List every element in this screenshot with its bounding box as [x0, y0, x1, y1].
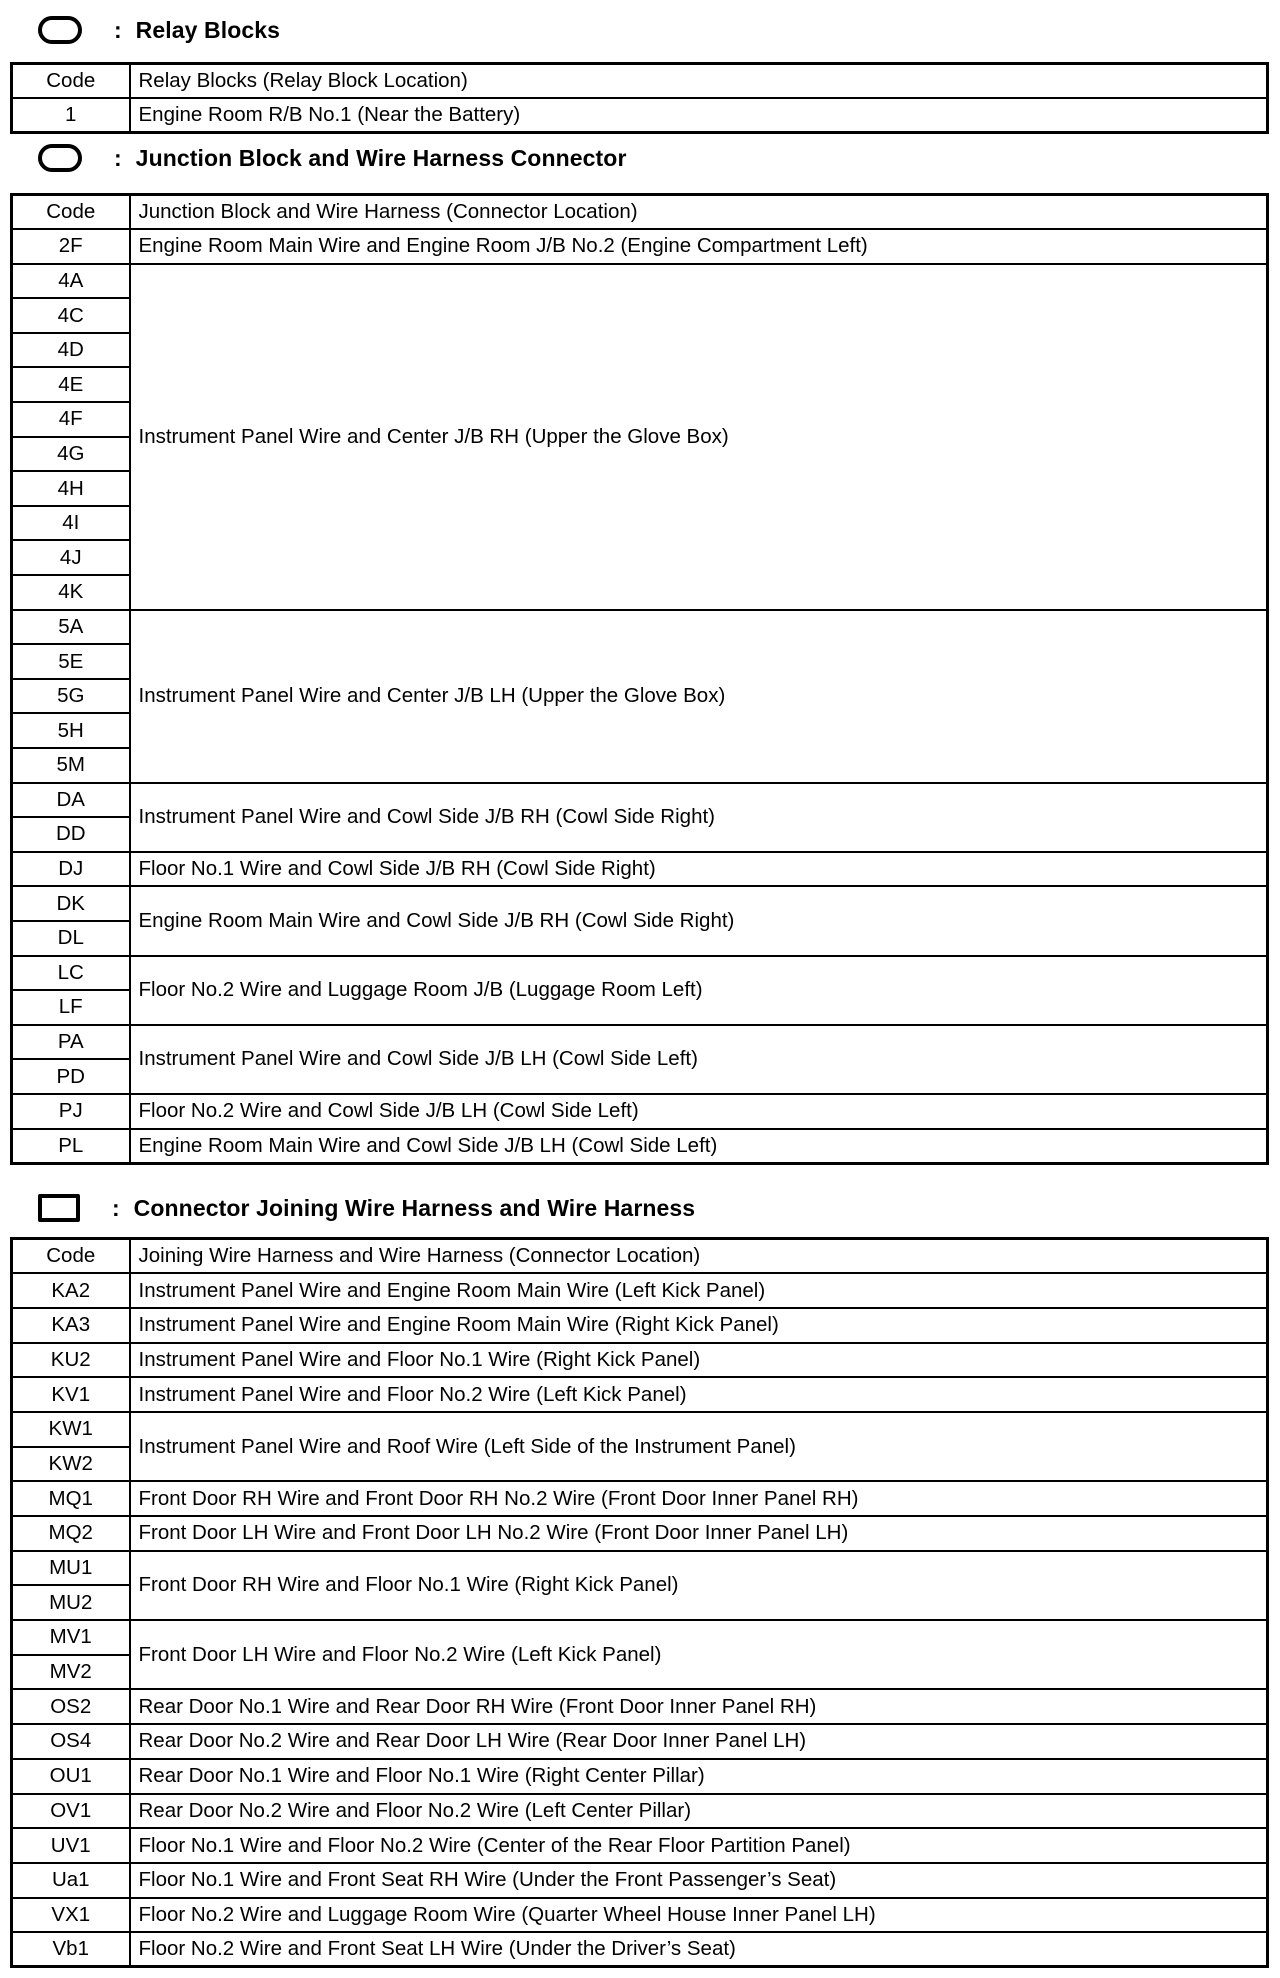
- table-row: [12, 229, 1268, 264]
- description-column-header: Relay Blocks (Relay Block Location): [130, 64, 1268, 99]
- code-cell: PJ: [12, 1094, 130, 1129]
- code-cell: 4G: [12, 437, 130, 472]
- table-row: [12, 1932, 1268, 1967]
- location-description-cell: Instrument Panel Wire and Center J/B LH (Upper the Glove Box): [130, 610, 1268, 783]
- colon: :: [112, 1194, 120, 1221]
- location-description-cell: Floor No.1 Wire and Cowl Side J/B RH (Cowl Side Right): [130, 852, 1268, 887]
- rectangle-symbol-icon: [38, 1194, 80, 1222]
- code-cell: DD: [12, 817, 130, 852]
- location-description-cell: Engine Room Main Wire and Engine Room J/B No.2 (Engine Compartment Left): [130, 229, 1268, 264]
- table-row: [12, 956, 1268, 991]
- colon: :: [114, 16, 122, 43]
- code-cell: KW2: [12, 1447, 130, 1482]
- description-column-header: Joining Wire Harness and Wire Harness (Connector Location): [130, 1239, 1268, 1274]
- code-cell: 5M: [12, 748, 130, 783]
- location-description-cell: Floor No.2 Wire and Front Seat LH Wire (Under the Driver’s Seat): [130, 1932, 1268, 1967]
- code-cell: DA: [12, 783, 130, 818]
- connector-section-title: Connector Joining Wire Harness and Wire Harness: [133, 1194, 696, 1221]
- location-description-cell: Instrument Panel Wire and Engine Room Main Wire (Left Kick Panel): [130, 1273, 1268, 1308]
- code-cell: 4I: [12, 506, 130, 541]
- code-cell: PA: [12, 1025, 130, 1060]
- code-cell: 4A: [12, 264, 130, 299]
- oval-symbol-icon: [38, 16, 82, 44]
- table-header-row: [12, 1239, 1268, 1274]
- code-cell: OV1: [12, 1794, 130, 1829]
- code-cell: 2F: [12, 229, 130, 264]
- table-row: [12, 1516, 1268, 1551]
- code-cell: 4J: [12, 540, 130, 575]
- code-cell: MU2: [12, 1585, 130, 1620]
- location-description-cell: Rear Door No.2 Wire and Rear Door LH Wire (Rear Door Inner Panel LH): [130, 1724, 1268, 1759]
- location-description-cell: Rear Door No.1 Wire and Floor No.1 Wire (Right Center Pillar): [130, 1759, 1268, 1794]
- location-description-cell: Instrument Panel Wire and Cowl Side J/B LH (Cowl Side Left): [130, 1025, 1268, 1094]
- code-cell: OU1: [12, 1759, 130, 1794]
- location-description-cell: Rear Door No.2 Wire and Floor No.2 Wire (Left Center Pillar): [130, 1794, 1268, 1829]
- location-description-cell: Instrument Panel Wire and Cowl Side J/B RH (Cowl Side Right): [130, 783, 1268, 852]
- code-cell: 4E: [12, 367, 130, 402]
- location-description-cell: Floor No.1 Wire and Front Seat RH Wire (Under the Front Passenger’s Seat): [130, 1863, 1268, 1898]
- location-description-cell: Engine Room Main Wire and Cowl Side J/B RH (Cowl Side Right): [130, 886, 1268, 955]
- code-cell: OS4: [12, 1724, 130, 1759]
- code-cell: KV1: [12, 1377, 130, 1412]
- table-row: [12, 1094, 1268, 1129]
- code-cell: 1: [12, 98, 130, 133]
- junction-block-table: [10, 193, 1269, 1165]
- location-description-cell: Engine Room R/B No.1 (Near the Battery): [130, 98, 1268, 133]
- table-row: [12, 1308, 1268, 1343]
- code-cell: MV2: [12, 1655, 130, 1690]
- location-description-cell: Front Door LH Wire and Floor No.2 Wire (Left Kick Panel): [130, 1620, 1268, 1689]
- code-cell: MU1: [12, 1551, 130, 1586]
- colon: :: [114, 144, 122, 171]
- location-description-cell: Instrument Panel Wire and Center J/B RH (Upper the Glove Box): [130, 264, 1268, 610]
- code-cell: 5G: [12, 679, 130, 714]
- table-row: [12, 1724, 1268, 1759]
- table-row: [12, 1273, 1268, 1308]
- table-row: [12, 1794, 1268, 1829]
- table-row: [12, 1620, 1268, 1655]
- junction-section-header: [38, 137, 627, 179]
- code-cell: 5E: [12, 644, 130, 679]
- code-cell: UV1: [12, 1828, 130, 1863]
- location-description-cell: Front Door RH Wire and Front Door RH No.2 Wire (Front Door Inner Panel RH): [130, 1481, 1268, 1516]
- table-row: [12, 1828, 1268, 1863]
- code-cell: KA3: [12, 1308, 130, 1343]
- location-description-cell: Floor No.1 Wire and Floor No.2 Wire (Center of the Rear Floor Partition Panel): [130, 1828, 1268, 1863]
- code-cell: OS2: [12, 1689, 130, 1724]
- code-cell: 4F: [12, 402, 130, 437]
- table-row: [12, 1551, 1268, 1586]
- location-description-cell: Instrument Panel Wire and Roof Wire (Left Side of the Instrument Panel): [130, 1412, 1268, 1481]
- table-row: [12, 1377, 1268, 1412]
- code-cell: 5H: [12, 713, 130, 748]
- table-row: [12, 783, 1268, 818]
- description-column-header: Junction Block and Wire Harness (Connector Location): [130, 195, 1268, 230]
- code-cell: 4H: [12, 471, 130, 506]
- location-description-cell: Engine Room Main Wire and Cowl Side J/B LH (Cowl Side Left): [130, 1129, 1268, 1164]
- junction-section-title: Junction Block and Wire Harness Connector: [135, 144, 627, 171]
- table-row: [12, 1481, 1268, 1516]
- table-row: [12, 1689, 1268, 1724]
- relay-section-title: Relay Blocks: [135, 16, 281, 43]
- code-cell: DL: [12, 921, 130, 956]
- table-row: [12, 610, 1268, 645]
- table-row: [12, 1759, 1268, 1794]
- code-cell: DJ: [12, 852, 130, 887]
- table-row: [12, 1412, 1268, 1447]
- code-cell: 4D: [12, 333, 130, 368]
- code-cell: PL: [12, 1129, 130, 1164]
- code-cell: KW1: [12, 1412, 130, 1447]
- code-cell: 5A: [12, 610, 130, 645]
- code-cell: KU2: [12, 1343, 130, 1378]
- relay-blocks-table: [10, 62, 1269, 134]
- location-description-cell: Rear Door No.1 Wire and Rear Door RH Wire (Front Door Inner Panel RH): [130, 1689, 1268, 1724]
- location-description-cell: Instrument Panel Wire and Engine Room Main Wire (Right Kick Panel): [130, 1308, 1268, 1343]
- code-cell: Ua1: [12, 1863, 130, 1898]
- relay-section-header: [38, 9, 280, 51]
- table-row: [12, 1863, 1268, 1898]
- location-description-cell: Front Door LH Wire and Front Door LH No.2 Wire (Front Door Inner Panel LH): [130, 1516, 1268, 1551]
- table-row: [12, 1343, 1268, 1378]
- table-header-row: [12, 195, 1268, 230]
- table-header-row: [12, 64, 1268, 99]
- code-cell: LC: [12, 956, 130, 991]
- code-cell: MQ1: [12, 1481, 130, 1516]
- code-cell: KA2: [12, 1273, 130, 1308]
- code-cell: PD: [12, 1059, 130, 1094]
- table-row: [12, 1898, 1268, 1933]
- connector-section-header: [38, 1187, 695, 1229]
- code-column-header: Code: [12, 64, 130, 99]
- code-cell: 4C: [12, 298, 130, 333]
- connector-table: [10, 1237, 1269, 1968]
- table-row: [12, 886, 1268, 921]
- table-row: [12, 1129, 1268, 1164]
- location-description-cell: Floor No.2 Wire and Cowl Side J/B LH (Cowl Side Left): [130, 1094, 1268, 1129]
- code-cell: VX1: [12, 1898, 130, 1933]
- code-cell: LF: [12, 990, 130, 1025]
- table-row: [12, 852, 1268, 887]
- code-cell: MV1: [12, 1620, 130, 1655]
- code-cell: Vb1: [12, 1932, 130, 1967]
- code-cell: 4K: [12, 575, 130, 610]
- table-row: [12, 264, 1268, 299]
- location-description-cell: Floor No.2 Wire and Luggage Room Wire (Quarter Wheel House Inner Panel LH): [130, 1898, 1268, 1933]
- location-description-cell: Instrument Panel Wire and Floor No.2 Wire (Left Kick Panel): [130, 1377, 1268, 1412]
- code-column-header: Code: [12, 195, 130, 230]
- location-description-cell: Instrument Panel Wire and Floor No.1 Wire (Right Kick Panel): [130, 1343, 1268, 1378]
- code-column-header: Code: [12, 1239, 130, 1274]
- table-row: [12, 98, 1268, 133]
- code-cell: MQ2: [12, 1516, 130, 1551]
- oval-symbol-icon: [38, 144, 82, 172]
- table-row: [12, 1025, 1268, 1060]
- code-cell: DK: [12, 886, 130, 921]
- location-description-cell: Floor No.2 Wire and Luggage Room J/B (Luggage Room Left): [130, 956, 1268, 1025]
- location-description-cell: Front Door RH Wire and Floor No.1 Wire (Right Kick Panel): [130, 1551, 1268, 1620]
